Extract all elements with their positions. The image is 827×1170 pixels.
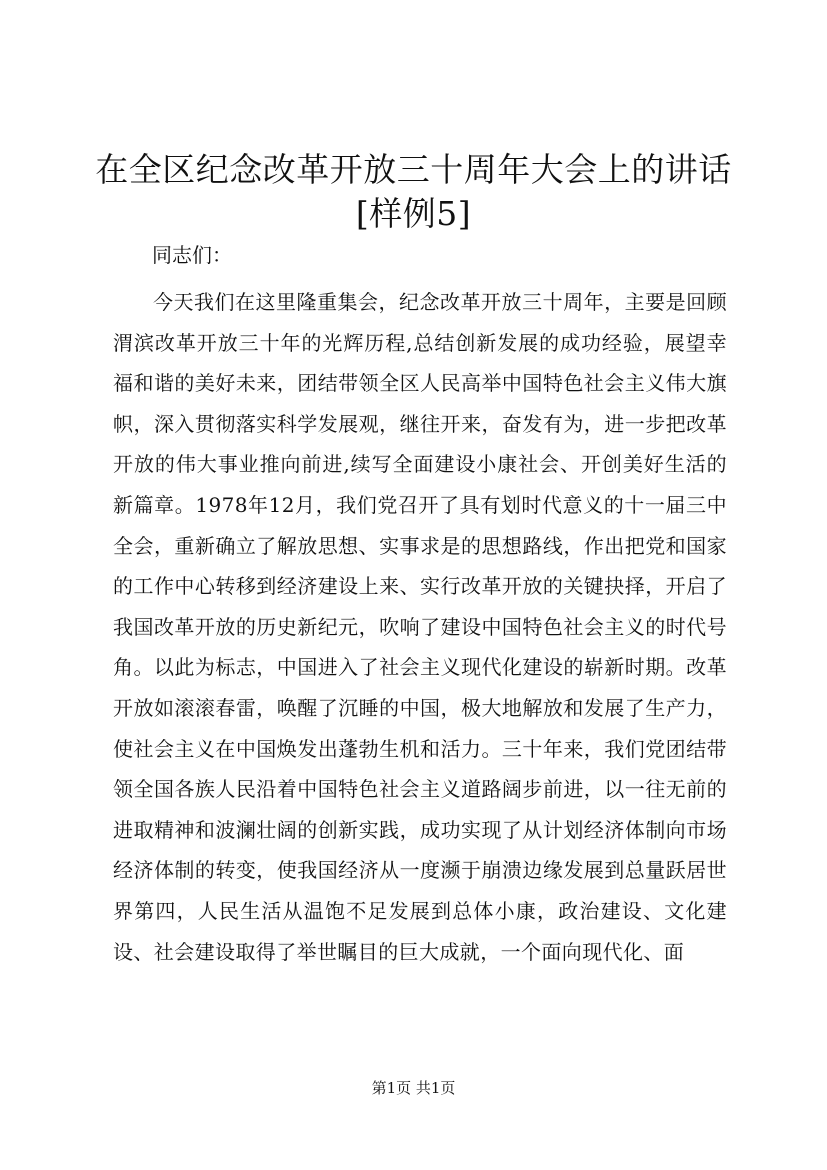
- document-title: [60, 148, 767, 236]
- salutation: 同志们：: [152, 243, 232, 267]
- body-paragraph: 今天我们在这里隆重集会，纪念改革开放三十周年，主要是回顾渭滨改革开放三十年的光辉历程,总结创新发展的成功经验，展望幸福和谐的美好未来，团结带领全区人民高举中国特色社会主义伟大旗帜，深入贯彻落实科学发展观，继往开来，奋发有为，进一步把改革开放的伟大事业推向前进,续写全面建设小康社会、开创美好生活的新篇章。1978年12月，我们党召开了具有划时代意义的十一届三中全会，重新确立了解放思想、实事求是的思想路线，作出把党和国家的工作中心转移到经济建设上来、实行改革开放的关键抉择，开启了我国改革开放的历史新纪元，吹响了建设中国特色社会主义的时代号角。以此为标志，中国进入了社会主义现代化建设的崭新时期。改革开放如滚滚春雷，唤醒了沉睡的中国，极大地解放和发展了生产力，使社会主义在中国焕发出蓬勃生机和活力。三十年来，我们党团结带领全国各族人民沿着中国特色社会主义道路阔步前进，以一往无前的进取精神和波澜壮阔的创新实践，成功实现了从计划经济体制向市场经济体制的转变，使我国经济从一度濒于崩溃边缘发展到总量跃居世界第四，人民生活从温饱不足发展到总体小康，政治建设、文化建设、社会建设取得了举世瞩目的巨大成就，一个面向现代化、面: [113, 290, 727, 964]
- page-number: 第1页 共1页: [371, 1079, 456, 1097]
- title-line-1: 在全区纪念改革开放三十周年大会上的讲话: [95, 150, 732, 189]
- title-line-2: [样例5]: [355, 194, 472, 233]
